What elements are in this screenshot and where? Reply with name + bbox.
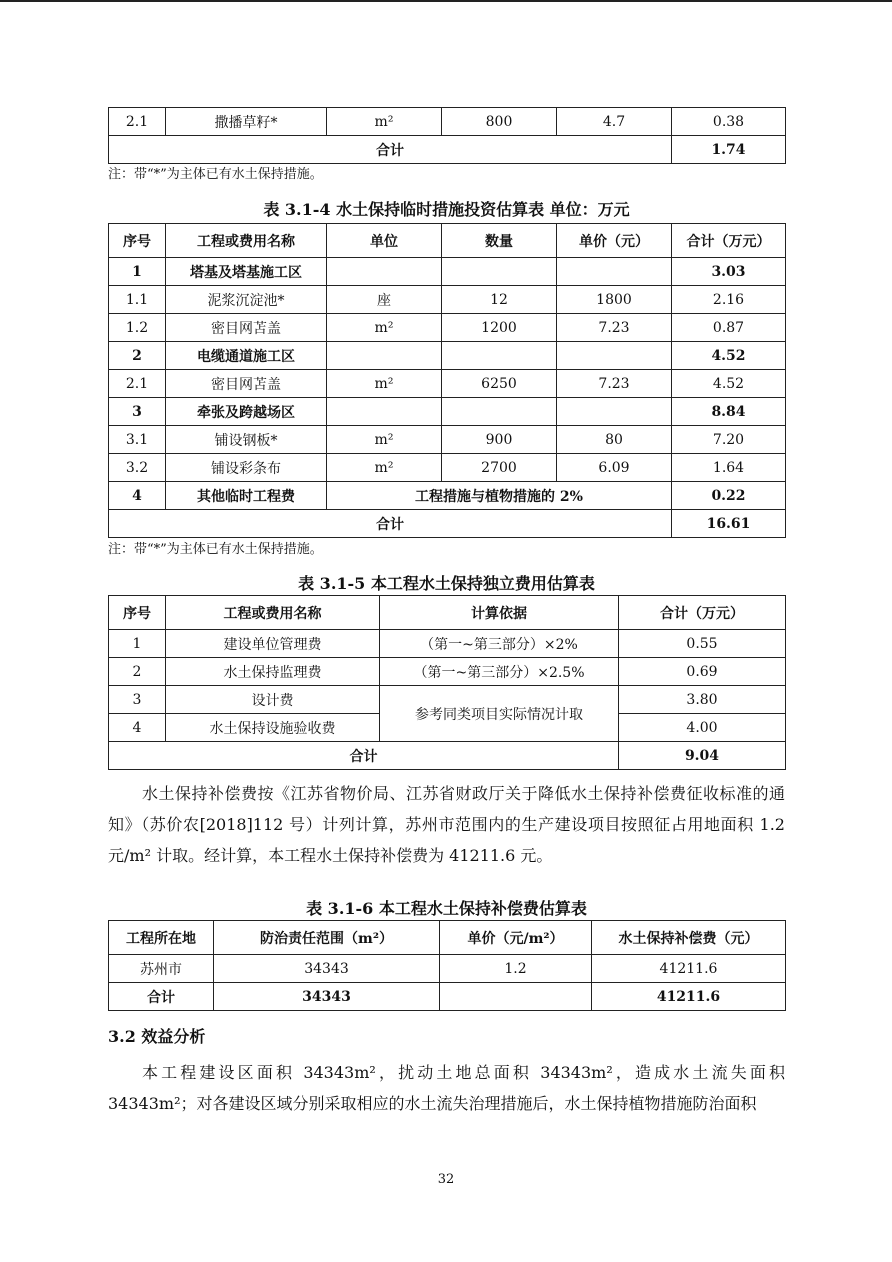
- cell-unit: m²: [327, 108, 442, 136]
- table-3-1-6: [108, 920, 786, 1011]
- cell-no: 1.2: [109, 314, 166, 342]
- table-caption: 表 3.1-6 本工程水土保持补偿费估算表: [306, 899, 587, 918]
- total-row: [109, 983, 786, 1011]
- cell-no: 1.1: [109, 286, 166, 314]
- header-cell: 工程或费用名称: [166, 224, 327, 258]
- total-label: 合计: [109, 136, 672, 164]
- cell-basis: 参考同类项目实际情况计取: [380, 686, 619, 742]
- header-cell: 单位: [327, 224, 442, 258]
- header-cell: 防治责任范围（m²）: [214, 921, 440, 955]
- cell-price: [557, 342, 672, 370]
- total-row: [109, 510, 786, 538]
- cell-name: 塔基及塔基施工区: [166, 258, 327, 286]
- cell-name: 撒播草籽*: [166, 108, 327, 136]
- cell-total: 2.16: [672, 286, 786, 314]
- cell-unit: m²: [327, 426, 442, 454]
- cell-price: [557, 398, 672, 426]
- cell-qty: [442, 258, 557, 286]
- header-cell: 单价（元）: [557, 224, 672, 258]
- cell-unit: m²: [327, 370, 442, 398]
- section-row: [109, 398, 786, 426]
- cell-place: 苏州市: [109, 955, 214, 983]
- cell-price: 80: [557, 426, 672, 454]
- cell-name: 建设单位管理费: [166, 630, 380, 658]
- cell-name: 铺设彩条布: [166, 454, 327, 482]
- header-row: [109, 224, 786, 258]
- cell-total: 0.38: [672, 108, 786, 136]
- cell-total: 4.00: [619, 714, 786, 742]
- cell-name: 牵张及跨越场区: [166, 398, 327, 426]
- table-note: 注：带“*”为主体已有水土保持措施。: [108, 167, 323, 182]
- cell-price: 7.23: [557, 370, 672, 398]
- page-number: 32: [437, 1172, 455, 1187]
- cell-no: 3.1: [109, 426, 166, 454]
- total-label: 合计: [109, 510, 672, 538]
- cell-unit: [327, 342, 442, 370]
- total-row: [109, 136, 786, 164]
- cell-no: 4: [109, 714, 166, 742]
- cell-no: 3: [109, 686, 166, 714]
- cell-qty: 6250: [442, 370, 557, 398]
- cell-no: 3.2: [109, 454, 166, 482]
- cell-no: 4: [109, 482, 166, 510]
- table-caption: 表 3.1-4 水土保持临时措施投资估算表 单位：万元: [263, 200, 630, 219]
- section-heading: 3.2 效益分析: [108, 1027, 206, 1046]
- cell-unit: m²: [327, 454, 442, 482]
- table-row: [109, 108, 786, 136]
- cell-total: 1.64: [672, 454, 786, 482]
- cell-qty: 1200: [442, 314, 557, 342]
- cell-total: 3.80: [619, 686, 786, 714]
- cell-unit: [327, 258, 442, 286]
- cell-qty: 900: [442, 426, 557, 454]
- table-row: [109, 454, 786, 482]
- cell-price: 4.7: [557, 108, 672, 136]
- cell-name: 泥浆沉淀池*: [166, 286, 327, 314]
- header-cell: 数量: [442, 224, 557, 258]
- header-cell: 序号: [109, 596, 166, 630]
- section-row: [109, 342, 786, 370]
- total-value: 16.61: [672, 510, 786, 538]
- table-3-1-5: [108, 595, 786, 770]
- table-row: [109, 286, 786, 314]
- cell-name: 其他临时工程费: [166, 482, 327, 510]
- paragraph-benefit-analysis: 本工程建设区面积 34343m²，扰动土地总面积 34343m²，造成水土流失面积 34343m²；对各建设区域分别采取相应的水土流失治理措施后，水土保持植物措施防治面积: [108, 1063, 785, 1113]
- total-row: [109, 742, 786, 770]
- cell-no: 2: [109, 342, 166, 370]
- cell-name: 水土保持设施验收费: [166, 714, 380, 742]
- cell-fee: 41211.6: [592, 955, 786, 983]
- cell-no: 3: [109, 398, 166, 426]
- table-row: [109, 314, 786, 342]
- cell-total: 0.55: [619, 630, 786, 658]
- cell-name: 铺设钢板*: [166, 426, 327, 454]
- cell-no: 2.1: [109, 370, 166, 398]
- cell-qty: 12: [442, 286, 557, 314]
- header-row: [109, 921, 786, 955]
- total-label: 合计: [109, 983, 214, 1011]
- cell-unit: [327, 398, 442, 426]
- cell-basis: （第一~第三部分）×2.5%: [380, 658, 619, 686]
- header-cell: 工程所在地: [109, 921, 214, 955]
- header-cell: 合计（万元）: [672, 224, 786, 258]
- section-row: [109, 258, 786, 286]
- cell-area: 34343: [214, 955, 440, 983]
- table-row: [109, 426, 786, 454]
- total-fee: 41211.6: [592, 983, 786, 1011]
- cell-name: 密目网苫盖: [166, 314, 327, 342]
- cell-no: 2.1: [109, 108, 166, 136]
- header-cell: 合计（万元）: [619, 596, 786, 630]
- table-3-1-4: [108, 223, 786, 538]
- header-cell: 序号: [109, 224, 166, 258]
- table-row: [109, 630, 786, 658]
- table-row: [109, 370, 786, 398]
- header-row: [109, 596, 786, 630]
- cell-name: 密目网苫盖: [166, 370, 327, 398]
- cell-price: 1.2: [440, 955, 592, 983]
- header-cell: 单价（元/m²）: [440, 921, 592, 955]
- cell-total: 4.52: [672, 370, 786, 398]
- cell-total: 0.22: [672, 482, 786, 510]
- cell-price: 1800: [557, 286, 672, 314]
- cell-basis: 工程措施与植物措施的 2%: [327, 482, 672, 510]
- total-label: 合计: [109, 742, 619, 770]
- table-caption: 表 3.1-5 本工程水土保持独立费用估算表: [298, 574, 595, 593]
- cell-basis: （第一~第三部分）×2%: [380, 630, 619, 658]
- cell-total: 7.20: [672, 426, 786, 454]
- cell-name: 设计费: [166, 686, 380, 714]
- cell-qty: 2700: [442, 454, 557, 482]
- cell-price: 6.09: [557, 454, 672, 482]
- top-border-line: [0, 0, 892, 2]
- cell-unit: 座: [327, 286, 442, 314]
- cell-total: 4.52: [672, 342, 786, 370]
- table-row: [109, 686, 786, 714]
- other-cost-row: [109, 482, 786, 510]
- cell-total: 3.03: [672, 258, 786, 286]
- cell-name: 水土保持监理费: [166, 658, 380, 686]
- cell-no: 2: [109, 658, 166, 686]
- cell-total: 0.87: [672, 314, 786, 342]
- table-3-1-3-continuation: [108, 107, 786, 164]
- cell-total: 8.84: [672, 398, 786, 426]
- header-cell: 水土保持补偿费（元）: [592, 921, 786, 955]
- total-area: 34343: [214, 983, 440, 1011]
- cell-unit: m²: [327, 314, 442, 342]
- cell-qty: [442, 398, 557, 426]
- header-cell: 计算依据: [380, 596, 619, 630]
- paragraph-compensation-fee: 水土保持补偿费按《江苏省物价局、江苏省财政厅关于降低水土保持补偿费征收标准的通知》（苏价农[2018]112 号）计列计算，苏州市范围内的生产建设项目按照征占用地面积 1.2 元/m² 计取。经计算，本工程水土保持补偿费为 41211.6 元。: [108, 784, 785, 865]
- total-value: 9.04: [619, 742, 786, 770]
- cell-no: 1: [109, 630, 166, 658]
- total-price: [440, 983, 592, 1011]
- total-value: 1.74: [672, 136, 786, 164]
- cell-qty: 800: [442, 108, 557, 136]
- cell-no: 1: [109, 258, 166, 286]
- cell-price: 7.23: [557, 314, 672, 342]
- cell-price: [557, 258, 672, 286]
- table-note: 注：带“*”为主体已有水土保持措施。: [108, 542, 323, 557]
- table-row: [109, 955, 786, 983]
- cell-name: 电缆通道施工区: [166, 342, 327, 370]
- cell-qty: [442, 342, 557, 370]
- table-row: [109, 658, 786, 686]
- cell-total: 0.69: [619, 658, 786, 686]
- header-cell: 工程或费用名称: [166, 596, 380, 630]
